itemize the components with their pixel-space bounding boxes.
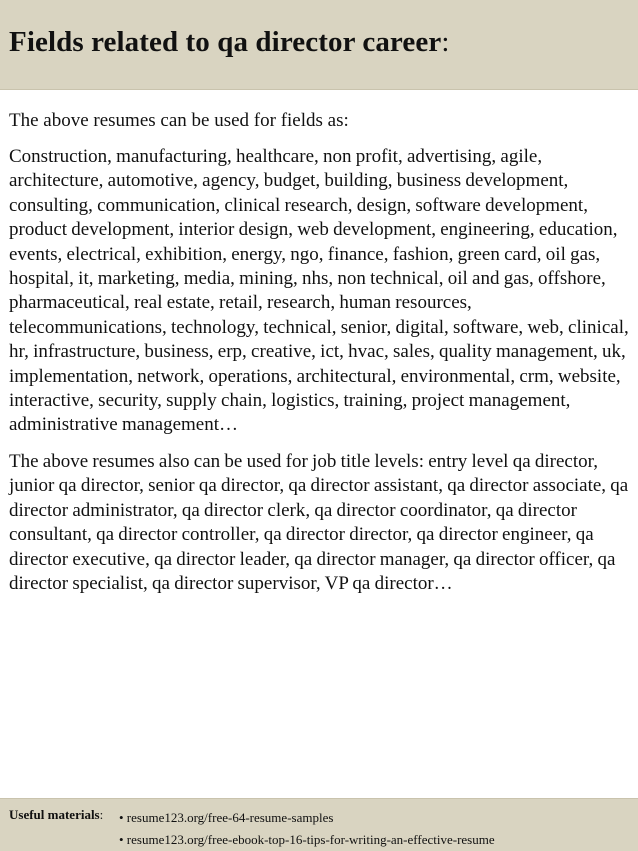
page-title-colon: : <box>441 26 450 58</box>
useful-materials-label-text: Useful materials <box>9 807 100 822</box>
job-levels-text: The above resumes also can be used for job title levels: entry level qa director, junior qa director, senior qa director, qa director assistant, qa director associate, qa director administrator, qa director clerk, qa director coordinator, qa director consultant, qa director controller, qa director director, qa director engineer, qa director executive, qa director leader, qa director manager, qa director officer, qa director specialist, qa director supervisor, VP qa director… <box>9 450 629 594</box>
resume-samples-link[interactable]: • resume123.org/free-64-resume-samples <box>119 810 334 825</box>
useful-materials-label <box>9 807 103 823</box>
useful-materials-label-colon: : <box>99 807 104 822</box>
intro-text: The above resumes can be used for fields as: <box>9 110 349 131</box>
page-title <box>9 26 449 59</box>
main-content <box>9 108 633 596</box>
ebook-tips-link[interactable]: • resume123.org/free-ebook-top-16-tips-for-writing-an-effective-resume <box>119 832 495 847</box>
fields-list: Construction, manufacturing, healthcare, non profit, advertising, agile, architecture, automotive, agency, budget, building, business development, consulting, communication, clinical research, design, software development, product development, interior design, web development, engineering, education, events, electrical, exhibition, energy, ngo, finance, fashion, green card, oil gas, hospital, it, marketing, media, mining, nhs, non technical, oil and gas, offshore, pharmaceutical, real estate, retail, research, human resources, telecommunications, technology, technical, senior, digital, software, web, clinical, hr, infrastructure, business, erp, creative, ict, hvac, sales, quality management, uk, implementation, network, operations, architectural, environmental, crm, website, interactive, security, supply chain, logistics, training, project management, administrative management… <box>9 146 629 436</box>
page-title-text: Fields related to qa director career <box>9 26 442 58</box>
footer-bar <box>0 798 638 851</box>
useful-materials-links <box>119 807 495 851</box>
header-bar <box>0 0 638 90</box>
